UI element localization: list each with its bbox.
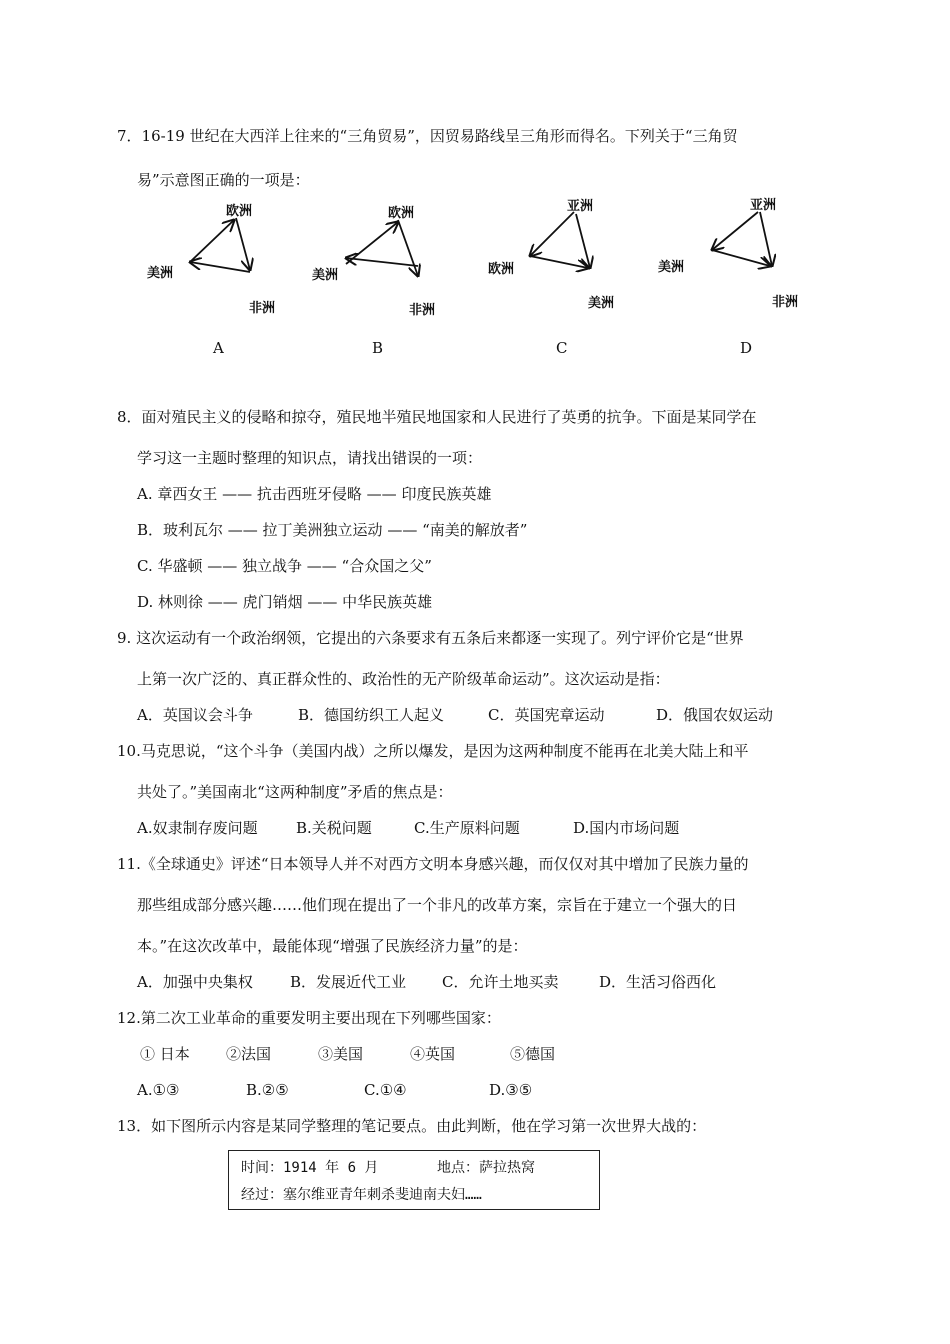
q8-option-c: C. 华盛顿 —— 独立战争 —— “合众国之父” bbox=[137, 557, 432, 575]
note-place: 地点：萨拉热窝 bbox=[437, 1160, 535, 1176]
diagram-b-letter: B bbox=[372, 339, 384, 357]
diagram-b-right-label: 非洲 bbox=[409, 303, 436, 318]
q12-item-1: ① 日本 bbox=[140, 1045, 190, 1063]
q10-option-a: A.奴隶制存废问题 bbox=[137, 819, 258, 837]
q11-option-b: B．发展近代工业 bbox=[290, 973, 407, 991]
q10-option-d: D.国内市场问题 bbox=[573, 819, 680, 837]
q8-option-d: D. 林则徐 —— 虎门销烟 —— 中华民族英雄 bbox=[137, 593, 433, 611]
diagram-a-left-label: 美洲 bbox=[147, 266, 174, 281]
diagram-d-top-label: 亚洲 bbox=[750, 198, 777, 213]
diagram-b-top-label: 欧洲 bbox=[388, 206, 415, 221]
q10-stem-line1: 10.马克思说，“这个斗争（美国内战）之所以爆发，是因为这两种制度不能再在北美大陆上和平 bbox=[117, 742, 749, 760]
q11-option-c: C．允许土地买卖 bbox=[442, 973, 559, 991]
q11-stem-line3: 本。”在这次改革中，最能体现“增强了民族经济力量”的是： bbox=[137, 937, 528, 955]
q11-stem-line1: 11.《全球通史》评述“日本领导人并不对西方文明本身感兴趣，而仅仅对其中增加了民族力量的 bbox=[117, 855, 749, 873]
q9-option-d: D．俄国农奴运动 bbox=[656, 706, 774, 724]
q7-stem-line2: 易”示意图正确的一项是： bbox=[137, 171, 310, 189]
diagram-a-top-label: 欧洲 bbox=[226, 204, 253, 219]
q12-item-2: ②法国 bbox=[226, 1045, 272, 1063]
q12-stem: 12.第二次工业革命的重要发明主要出现在下列哪些国家： bbox=[117, 1009, 501, 1027]
note-event: 经过：塞尔维亚青年刺杀斐迪南夫妇…… bbox=[241, 1187, 482, 1203]
diagram-a-right-label: 非洲 bbox=[249, 301, 276, 316]
q10-option-c: C.生产原料问题 bbox=[414, 819, 520, 837]
q9-stem-line2: 上第一次广泛的、真正群众性的、政治性的无产阶级革命运动”。这次运动是指： bbox=[137, 670, 670, 688]
q13-note-box bbox=[228, 1150, 600, 1210]
q12-option-b: B.②⑤ bbox=[246, 1081, 289, 1099]
diagram-c-top-label: 亚洲 bbox=[567, 199, 594, 214]
note-time: 时间：1914 年 6 月 bbox=[241, 1160, 379, 1176]
q12-item-3: ③美国 bbox=[318, 1045, 364, 1063]
diagram-d-letter: D bbox=[740, 339, 753, 357]
q12-option-d: D.③⑤ bbox=[489, 1081, 533, 1099]
q9-option-a: A．英国议会斗争 bbox=[137, 706, 253, 724]
q12-option-a: A.①③ bbox=[137, 1081, 180, 1099]
q9-option-b: B．德国纺织工人起义 bbox=[298, 706, 445, 724]
q8-stem-line1: 8．面对殖民主义的侵略和掠夺，殖民地半殖民地国家和人民进行了英勇的抗争。下面是某同学在 bbox=[117, 408, 757, 426]
q8-stem-line2: 学习这一主题时整理的知识点，请找出错误的一项： bbox=[137, 449, 483, 467]
q9-stem-line1: 9. 这次运动有一个政治纲领，它提出的六条要求有五条后来都逐一实现了。列宁评价它是“世界 bbox=[117, 629, 744, 647]
q8-option-b: B．玻利瓦尔 —— 拉丁美洲独立运动 —— “南美的解放者” bbox=[137, 521, 528, 539]
q8-option-a: A. 章西女王 —— 抗击西班牙侵略 —— 印度民族英雄 bbox=[137, 485, 492, 503]
diagram-d-right-label: 非洲 bbox=[772, 295, 799, 310]
diagram-a-letter: A bbox=[213, 339, 224, 357]
q12-option-c: C.①④ bbox=[364, 1081, 407, 1099]
diagram-d-left-label: 美洲 bbox=[658, 260, 685, 275]
diagram-c-left-label: 欧洲 bbox=[488, 262, 515, 277]
q12-item-4: ④英国 bbox=[410, 1045, 456, 1063]
q10-option-b: B.关税问题 bbox=[296, 819, 372, 837]
q10-stem-line2: 共处了。”美国南北“这两种制度”矛盾的焦点是： bbox=[137, 783, 453, 801]
q11-stem-line2: 那些组成部分感兴趣……他们现在提出了一个非凡的改革方案，宗旨在于建立一个强大的日 bbox=[137, 896, 738, 914]
q12-item-5: ⑤德国 bbox=[510, 1045, 556, 1063]
q9-option-c: C．英国宪章运动 bbox=[488, 706, 605, 724]
diagram-b-left-label: 美洲 bbox=[312, 268, 339, 283]
q11-option-d: D．生活习俗西化 bbox=[599, 973, 717, 991]
diagram-c-letter: C bbox=[556, 339, 568, 357]
q13-stem: 13．如下图所示内容是某同学整理的笔记要点。由此判断，他在学习第一次世界大战的： bbox=[117, 1117, 707, 1135]
diagram-c-right-label: 美洲 bbox=[588, 296, 615, 311]
q11-option-a: A．加强中央集权 bbox=[137, 973, 253, 991]
q7-stem-line1: 7．16-19 世纪在大西洋上往来的“三角贸易”，因贸易路线呈三角形而得名。下列关于“三角贸 bbox=[117, 127, 738, 145]
